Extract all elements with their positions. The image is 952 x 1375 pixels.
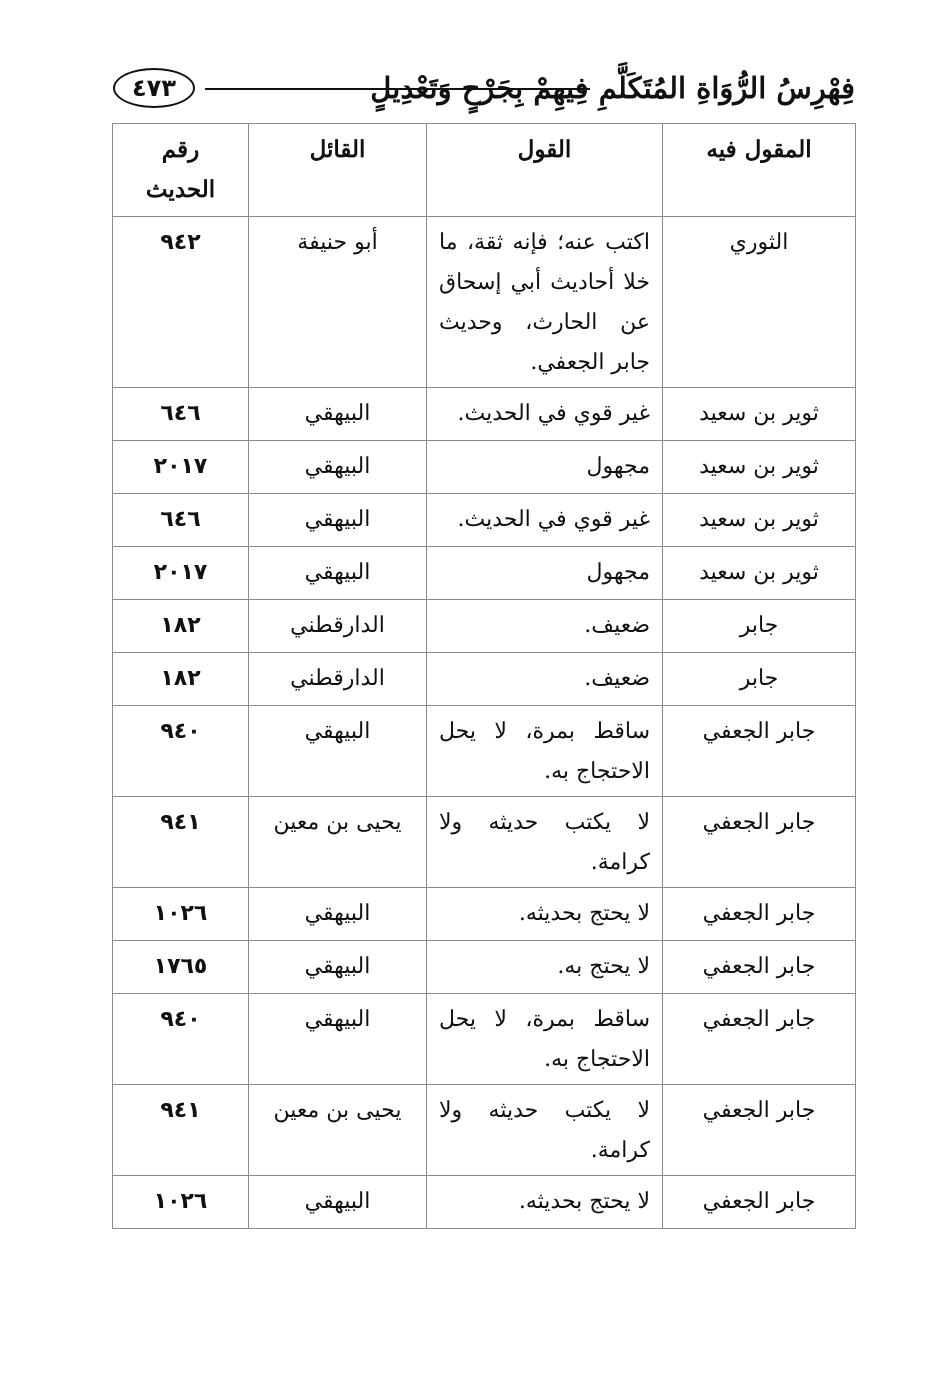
table-row [113,1085,856,1176]
subject-cell: جابر الجعفي [663,1085,856,1176]
subject-cell: جابر الجعفي [663,797,856,888]
saying-cell: ضعيف. [427,600,663,653]
speaker-cell: البيهقي [249,441,427,494]
page-title: فِهْرِسُ الرُّوَاةِ المُتَكَلَّمِ فِيهِمْ بِجَرْحٍ وَتَعْدِيلٍ [370,71,855,105]
saying-cell: لا يحتج بحديثه. [427,1176,663,1229]
hadith-number-cell: ٩٤١ [113,1085,249,1176]
speaker-cell: البيهقي [249,706,427,797]
hadith-number-cell: ١٠٢٦ [113,1176,249,1229]
speaker-cell: البيهقي [249,388,427,441]
speaker-cell: البيهقي [249,547,427,600]
speaker-cell: البيهقي [249,1176,427,1229]
speaker-cell: البيهقي [249,888,427,941]
table-row [113,494,856,547]
speaker-cell: الدارقطني [249,600,427,653]
table-row [113,388,856,441]
saying-cell: مجهول [427,547,663,600]
saying-cell: ساقط بمرة، لا يحل الاحتجاج به. [427,994,663,1085]
table-row [113,706,856,797]
subject-cell: جابر [663,653,856,706]
column-header-speaker: القائل [249,124,427,217]
hadith-number-cell: ٩٤٢ [113,217,249,388]
speaker-cell: البيهقي [249,994,427,1085]
saying-cell: لا يكتب حديثه ولا كرامة. [427,797,663,888]
table-row [113,1176,856,1229]
hadith-number-cell: ٩٤١ [113,797,249,888]
table-header-row [113,124,856,217]
speaker-cell: البيهقي [249,494,427,547]
speaker-cell: أبو حنيفة [249,217,427,388]
hadith-number-cell: ١٨٢ [113,600,249,653]
saying-cell: غير قوي في الحديث. [427,388,663,441]
table-row [113,653,856,706]
saying-cell: لا يكتب حديثه ولا كرامة. [427,1085,663,1176]
hadith-number-cell: ٦٤٦ [113,388,249,441]
subject-cell: جابر الجعفي [663,706,856,797]
subject-cell: جابر الجعفي [663,941,856,994]
table-row [113,941,856,994]
table-row [113,797,856,888]
table-row [113,600,856,653]
saying-cell: ساقط بمرة، لا يحل الاحتجاج به. [427,706,663,797]
speaker-cell: يحيى بن معين [249,1085,427,1176]
saying-cell: لا يحتج به. [427,941,663,994]
subject-cell: ثوير بن سعيد [663,441,856,494]
saying-cell: غير قوي في الحديث. [427,494,663,547]
saying-cell: مجهول [427,441,663,494]
hadith-number-cell: ١٨٢ [113,653,249,706]
column-header-subject: المقول فيه [663,124,856,217]
table-row [113,888,856,941]
hadith-number-cell: ١٧٦٥ [113,941,249,994]
subject-cell: جابر الجعفي [663,888,856,941]
subject-cell: جابر الجعفي [663,1176,856,1229]
subject-cell: جابر الجعفي [663,994,856,1085]
subject-cell: ثوير بن سعيد [663,494,856,547]
subject-cell: الثوري [663,217,856,388]
table-row [113,547,856,600]
subject-cell: جابر [663,600,856,653]
hadith-number-cell: ٩٤٠ [113,706,249,797]
hadith-number-cell: ١٠٢٦ [113,888,249,941]
hadith-number-cell: ٩٤٠ [113,994,249,1085]
speaker-cell: الدارقطني [249,653,427,706]
saying-cell: اكتب عنه؛ فإنه ثقة، ما خلا أحاديث أبي إسحاق عن الحارث، وحديث جابر الجعفي. [427,217,663,388]
page-header [105,62,855,118]
subject-cell: ثوير بن سعيد [663,547,856,600]
column-header-saying: القول [427,124,663,217]
speaker-cell: يحيى بن معين [249,797,427,888]
hadith-number-cell: ٢٠١٧ [113,441,249,494]
saying-cell: ضعيف. [427,653,663,706]
table-row [113,217,856,388]
subject-cell: ثوير بن سعيد [663,388,856,441]
table-row [113,441,856,494]
page-number: ٤٧٣ [113,68,195,108]
table-row [113,994,856,1085]
saying-cell: لا يحتج بحديثه. [427,888,663,941]
hadith-number-cell: ٦٤٦ [113,494,249,547]
narrators-index-table [112,123,856,1229]
hadith-number-cell: ٢٠١٧ [113,547,249,600]
speaker-cell: البيهقي [249,941,427,994]
column-header-hadith-number: رقم الحديث [113,124,249,217]
